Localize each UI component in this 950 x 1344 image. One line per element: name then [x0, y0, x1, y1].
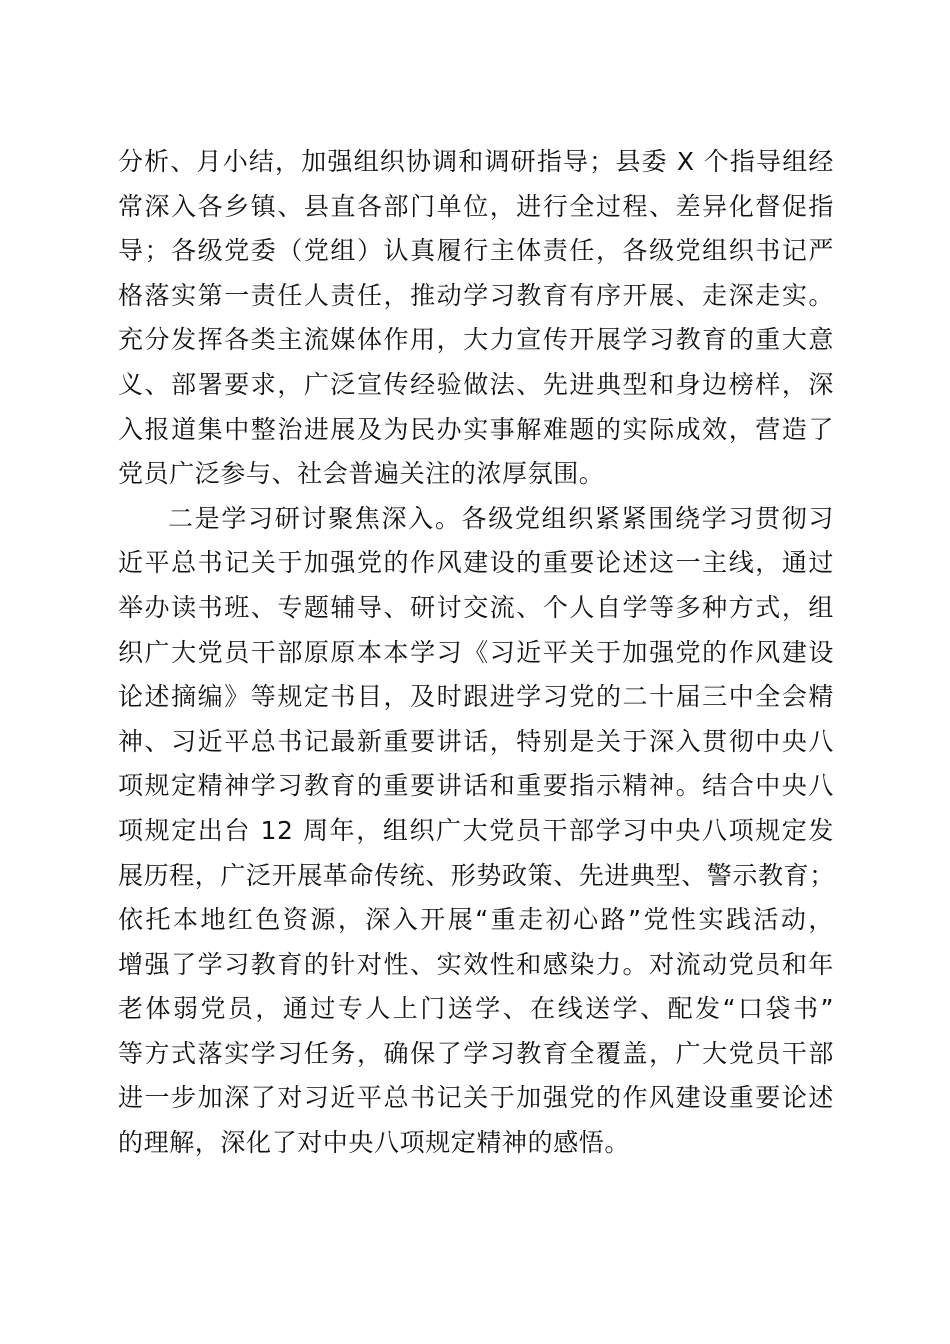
text-line: 论述摘编》等规定书目，及时跟进学习党的二十届三中全会精 [118, 682, 834, 712]
text-line: 举办读书班、专题辅导、研讨交流、个人自学等多种方式，组 [118, 592, 834, 622]
text-line: 分析、月小结，加强组织协调和调研指导；县委 X 个指导组经 [118, 147, 834, 176]
text-line: 老体弱党员，通过专人上门送学、在线送学、配发“口袋书” [118, 994, 834, 1024]
text-line: 党员广泛参与、社会普遍关注的浓厚氛围。 [118, 459, 605, 489]
text-line: 依托本地红色资源，深入开展“重走初心路”党性实践活动， [118, 905, 834, 935]
text-line: 近平总书记关于加强党的作风建设的重要论述这一主线，通过 [118, 548, 834, 578]
text-line: 增强了学习教育的针对性、实效性和感染力。对流动党员和年 [118, 949, 834, 979]
text-line: 神、习近平总书记最新重要讲话，特别是关于深入贯彻中央八 [118, 726, 834, 756]
text-line: 入报道集中整治进展及为民办实事解难题的实际成效，营造了 [118, 414, 834, 444]
text-line: 等方式落实学习任务，确保了学习教育全覆盖，广大党员干部 [118, 1038, 834, 1068]
text-line: 进一步加深了对习近平总书记关于加强党的作风建设重要论述 [118, 1083, 834, 1113]
text-line: 义、部署要求，广泛宣传经验做法、先进典型和身边榜样，深 [118, 369, 834, 399]
text-line: 导；各级党委（党组）认真履行主体责任，各级党组织书记严 [118, 236, 834, 266]
text-line: 展历程，广泛开展革命传统、形势政策、先进典型、警示教育； [118, 860, 835, 890]
text-line: 项规定精神学习教育的重要讲话和重要指示精神。结合中央八 [118, 771, 834, 801]
paragraph-heading-line: 二是学习研讨聚焦深入。各级党组织紧紧围绕学习贯彻习 [168, 503, 834, 533]
text-line: 项规定出台 12 周年，组织广大党员干部学习中央八项规定发 [118, 815, 834, 845]
body-text [118, 140, 834, 1166]
text-line: 织广大党员干部原原本本学习《习近平关于加强党的作风建设 [118, 637, 834, 667]
text-line: 充分发挥各类主流媒体作用，大力宣传开展学习教育的重大意 [118, 325, 834, 355]
text-line: 格落实第一责任人责任，推动学习教育有序开展、走深走实。 [118, 280, 834, 310]
text-line: 常深入各乡镇、县直各部门单位，进行全过程、差异化督促指 [118, 191, 834, 221]
text-line: 的理解，深化了对中央八项规定精神的感悟。 [118, 1128, 631, 1158]
